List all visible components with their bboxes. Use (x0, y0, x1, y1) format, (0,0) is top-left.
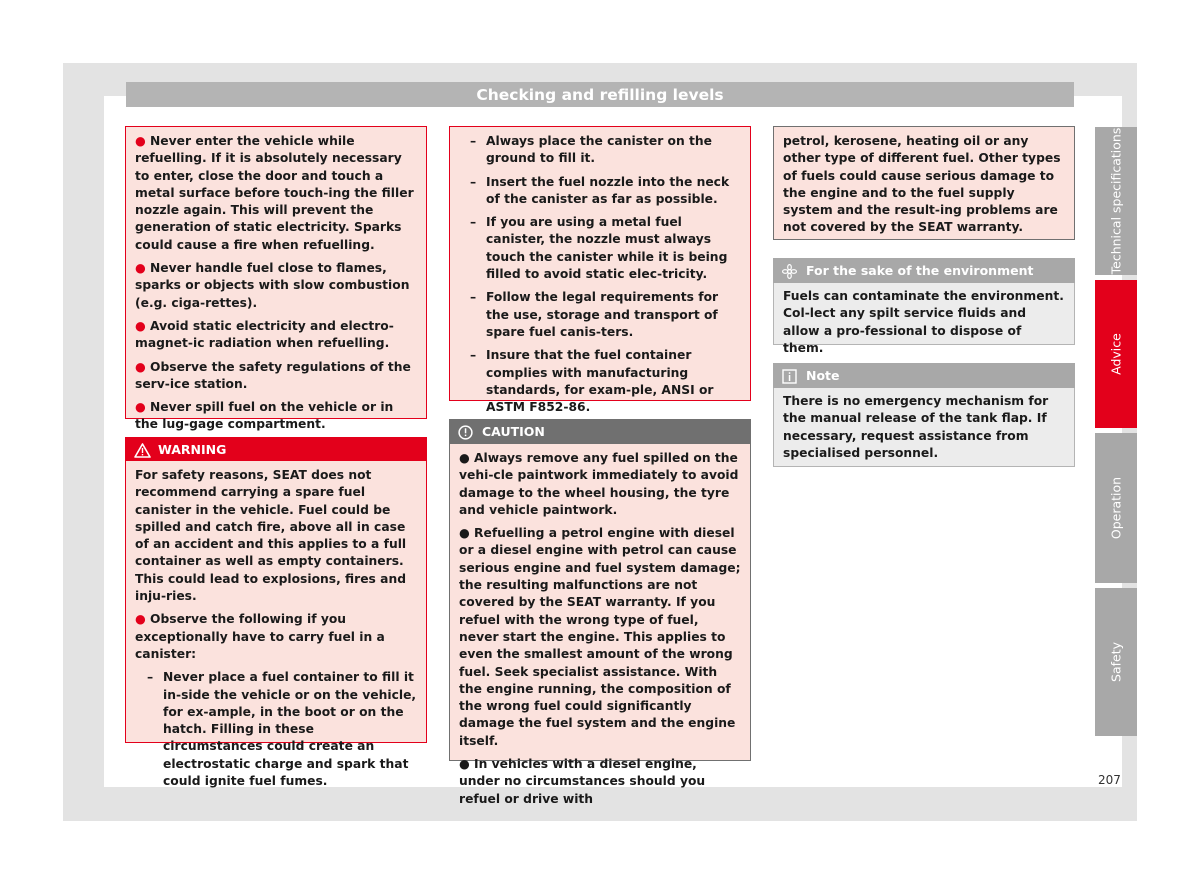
warning-label: WARNING (158, 442, 227, 457)
tab-safety[interactable]: Safety (1095, 588, 1137, 736)
bullet-icon: ● (135, 612, 146, 627)
tab-advice[interactable]: Advice (1095, 280, 1137, 428)
info-circle-icon (458, 419, 478, 444)
bullet-item: ● Never enter the vehicle while refuelling. If it is absolutely necessary to enter, close the door and touch a metal surface before touch-ing the filler nozzle again. This will prevent the generation of static electricity. Sparks could cause a fire when refuelling. (135, 134, 414, 252)
caution-continued-box (773, 126, 1075, 240)
canister-steps-box (449, 126, 751, 415)
tab-technical-specifications[interactable]: Technical specifications (1095, 127, 1137, 275)
dash-item: – Insert the fuel nozzle into the neck of the canister as far as possible. (470, 174, 730, 206)
bullet-icon: ● (135, 318, 146, 333)
warning-triangle-icon (134, 437, 154, 462)
bullet-item: ● In vehicles with a diesel engine, under no circumstances should you refuel or drive with (459, 757, 706, 806)
bullet-icon: ● (135, 400, 146, 415)
flower-icon (782, 258, 802, 283)
environment-box (773, 283, 1075, 355)
caution-label: CAUTION (482, 424, 545, 439)
note-box (773, 388, 1075, 467)
bullet-item: ● Observe the safety regulations of the serv-ice station. (135, 359, 411, 391)
tab-operation[interactable]: Operation (1095, 433, 1137, 583)
warning-header (125, 437, 427, 462)
caution-box (449, 444, 751, 806)
bullet-item: ● Always remove any fuel spilled on the vehi-cle paintwork immediately to avoid damage to the wheel housing, the tyre and vehicle paintwork. (459, 451, 739, 517)
bullet-icon: ● (459, 451, 470, 465)
bullet-icon: ● (459, 526, 470, 541)
bullet-icon: ● (135, 359, 146, 374)
dash-item: – Always place the canister on the ground to fill it. (470, 134, 713, 166)
bullet-icon: ● (135, 134, 146, 148)
section-title: Checking and refilling levels (126, 82, 1074, 107)
bullet-item: ● Avoid static electricity and electro-magnet-ic radiation when refuelling. (135, 318, 394, 351)
bullet-item: ● Never handle fuel close to flames, sparks or objects with slow combustion (e.g. ciga-rettes). (135, 261, 410, 310)
warning-box (125, 461, 427, 789)
note-header (773, 363, 1075, 388)
bullet-item: ● Observe the following if you exceptionally have to carry fuel in a canister: (135, 612, 385, 661)
note-label: Note (806, 368, 840, 383)
bullet-icon: ● (459, 757, 470, 772)
environment-header (773, 258, 1075, 283)
dash-item: – If you are using a metal fuel canister, the nozzle must always touch the canister while it is being filled to avoid static elec-tricity. (470, 215, 728, 282)
bullet-item: ● Never spill fuel on the vehicle or in the lug-gage compartment. (135, 400, 394, 432)
page-number: 207 (1098, 773, 1121, 787)
info-square-icon (782, 363, 802, 388)
caution-continued-text: petrol, kerosene, heating oil or any other type of different fuel. Other types of fuels could cause serious damage to the engine and to the fuel supply system and the result-ing problems are not covered by the SEAT warranty. (783, 134, 1061, 235)
safety-bullets-box (125, 126, 427, 432)
warning-intro: For safety reasons, SEAT does not recommend carrying a spare fuel canister in the vehicle. Fuel could be spilled and catch fire, above all in case of an accident and this applies to a full container as well as empty containers. This could lead to explosions, fires and inju-ries. (135, 468, 407, 604)
dash-item: – Insure that the fuel container complies with manufacturing standards, for exam-ple, ANSI or ASTM F852-86. (470, 348, 714, 415)
note-text: There is no emergency mechanism for the manual release of the tank flap. If necessary, request assistance from specialised personnel. (783, 394, 1049, 460)
dash-item: – Follow the legal requirements for the use, storage and transport of spare fuel canis-ters. (470, 290, 719, 339)
caution-header (449, 419, 751, 444)
environment-label: For the sake of the environment (806, 263, 1034, 278)
bullet-icon: ● (135, 261, 146, 276)
dash-item: – Never place a fuel container to fill it in-side the vehicle or on the vehicle, for ex-ample, in the boot or on the hatch. Filling in these circumstances could create an electrostatic charge and spark that could ignite fuel fumes. (147, 670, 417, 789)
environment-text: Fuels can contaminate the environment. Col-lect any spilt service fluids and allow a pro-fessional to dispose of them. (783, 289, 1064, 355)
bullet-item: ● Refuelling a petrol engine with diesel or a diesel engine with petrol can cause serious engine and fuel system damage; the resulting malfunctions are not covered by the SEAT warranty. If you refuel with the wrong type of fuel, never start the engine. This applies to even the smallest amount of the wrong fuel. Seek specialist assistance. With the engine running, the composition of the wrong fuel could significantly damage the fuel system and the engine itself. (459, 526, 741, 748)
